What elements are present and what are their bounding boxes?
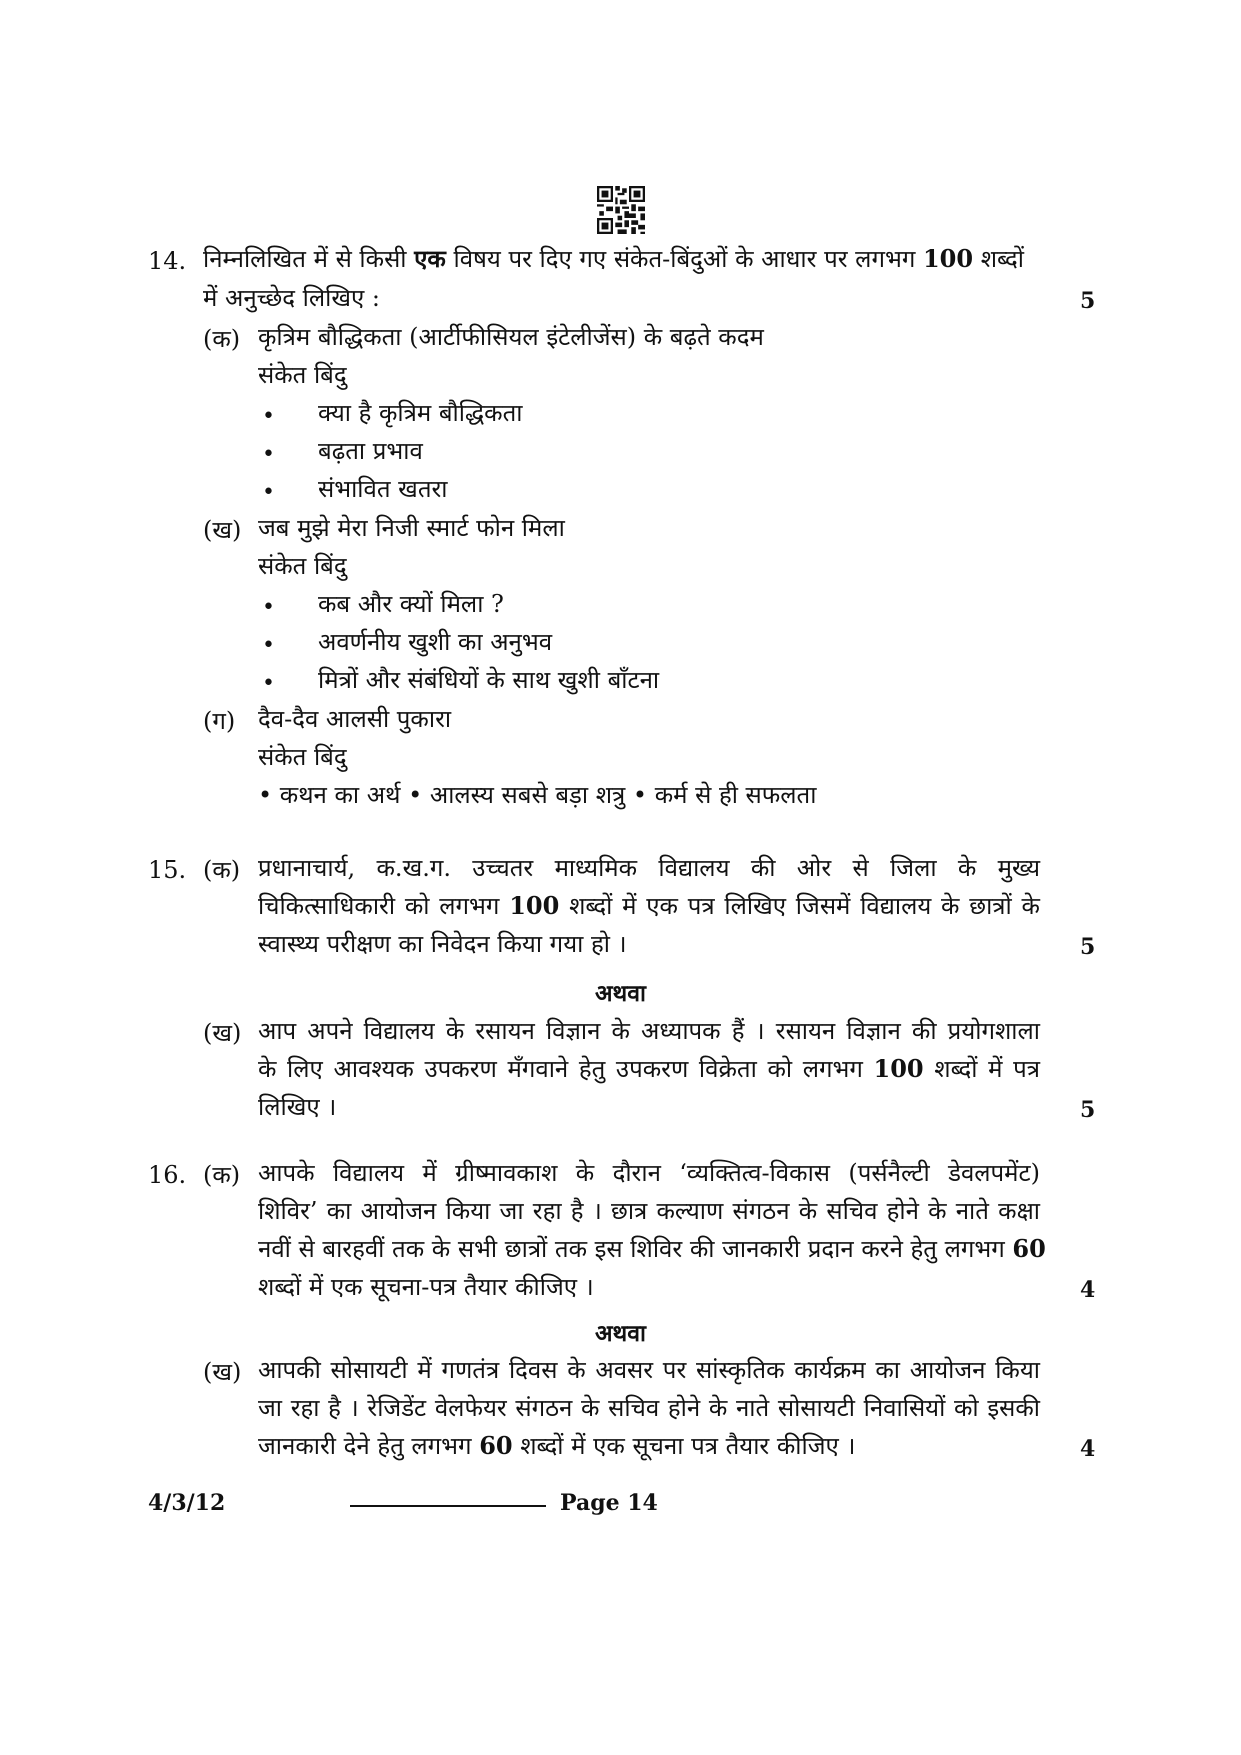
bullet-icon: •: [262, 633, 275, 658]
bullet-icon: •: [262, 671, 275, 696]
part-label: (क): [203, 325, 241, 353]
question-text-line: लिखिए ।: [258, 1093, 337, 1121]
hint-heading: संकेत बिंदु: [258, 361, 347, 389]
topic-title: कृत्रिम बौद्धिकता (आर्टीफीसियल इंटेलीजेंस) के बढ़ते कदम: [258, 323, 764, 351]
marks: 5: [1080, 934, 1096, 960]
question-text-line: जानकारी देने हेतु लगभग 60 शब्दों में एक सूचना पत्र तैयार कीजिए ।: [258, 1431, 856, 1460]
footer-divider: [350, 1505, 546, 1507]
marks: 4: [1080, 1436, 1096, 1462]
question-text-line: स्वास्थ्य परीक्षण का निवेदन किया गया हो ।: [258, 930, 627, 958]
hint-heading: संकेत बिंदु: [258, 552, 347, 580]
topic-title: जब मुझे मेरा निजी स्मार्ट फोन मिला: [258, 514, 565, 542]
page-number: Page 14: [560, 1490, 658, 1516]
part-label: (ख): [203, 1019, 242, 1047]
qr-code-icon: [597, 186, 645, 234]
question-text-line: में अनुच्छेद लिखिए :: [203, 284, 380, 312]
question-text-line: शिविर’ का आयोजन किया जा रहा है । छात्र कल्याण संगठन के सचिव होने के नाते कक्षा: [258, 1197, 1040, 1225]
hint-point: संभावित खतरा: [318, 475, 448, 503]
question-text-line: निम्नलिखित में से किसी एक विषय पर दिए गए संकेत-बिंदुओं के आधार पर लगभग 100 शब्दों: [203, 244, 1024, 273]
part-label: (ख): [203, 1358, 242, 1386]
hint-point: अवर्णनीय खुशी का अनुभव: [318, 628, 553, 656]
bullet-icon: •: [262, 442, 275, 467]
question-text-line: के लिए आवश्यक उपकरण मँगवाने हेतु उपकरण विक्रेता को लगभग 100 शब्दों में पत्र: [258, 1054, 1041, 1083]
part-label: (क): [203, 856, 241, 884]
part-label: (ख): [203, 516, 242, 544]
question-text-line: शब्दों में एक सूचना-पत्र तैयार कीजिए ।: [258, 1273, 594, 1301]
bullet-icon: •: [262, 404, 275, 429]
bullet-icon: •: [262, 480, 275, 505]
hint-heading: संकेत बिंदु: [258, 743, 347, 771]
paper-code: 4/3/12: [148, 1490, 226, 1516]
question-text-line: जा रहा है । रेजिडेंट वेलफेयर संगठन के सचिव होने के नाते सोसायटी निवासियों को इसकी: [258, 1394, 1040, 1422]
bullet-icon: •: [262, 595, 275, 620]
marks: 4: [1080, 1277, 1096, 1303]
question-number: 14.: [148, 247, 187, 275]
hint-point: बढ़ता प्रभाव: [318, 437, 423, 465]
hint-point: मित्रों और संबंधियों के साथ खुशी बाँटना: [318, 666, 660, 694]
hint-points-inline: • कथन का अर्थ • आलस्य सबसे बड़ा शत्रु • कर्म से ही सफलता: [258, 781, 817, 809]
question-number: 15.: [148, 856, 187, 884]
part-label: (क): [203, 1161, 241, 1189]
hint-point: क्या है कृत्रिम बौद्धिकता: [318, 399, 523, 427]
marks: 5: [1080, 288, 1096, 314]
question-number: 16.: [148, 1161, 187, 1189]
question-text-line: नवीं से बारहवीं तक के सभी छात्रों तक इस शिविर की जानकारी प्रदान करने हेतु लगभग 60: [258, 1234, 1046, 1263]
question-text-line: आपके विद्यालय में ग्रीष्मावकाश के दौरान ‘व्यक्तित्व-विकास (पर्सनैल्टी डेवलपमेंट): [258, 1159, 1040, 1187]
question-text-line: आप अपने विद्यालय के रसायन विज्ञान के अध्यापक हैं । रसायन विज्ञान की प्रयोगशाला: [258, 1017, 1040, 1045]
part-label: (ग): [203, 707, 236, 735]
hint-point: कब और क्यों मिला ?: [318, 590, 504, 618]
or-separator: अथवा: [594, 1320, 646, 1347]
question-text-line: प्रधानाचार्य, क.ख.ग. उच्चतर माध्यमिक विद्यालय की ओर से जिला के मुख्य: [258, 854, 1040, 882]
or-separator: अथवा: [594, 980, 646, 1007]
topic-title: दैव-दैव आलसी पुकारा: [258, 705, 452, 733]
marks: 5: [1080, 1097, 1096, 1123]
question-text-line: आपकी सोसायटी में गणतंत्र दिवस के अवसर पर सांस्कृतिक कार्यक्रम का आयोजन किया: [258, 1356, 1040, 1384]
question-text-line: चिकित्साधिकारी को लगभग 100 शब्दों में एक पत्र लिखिए जिसमें विद्यालय के छात्रों के: [258, 891, 1040, 920]
